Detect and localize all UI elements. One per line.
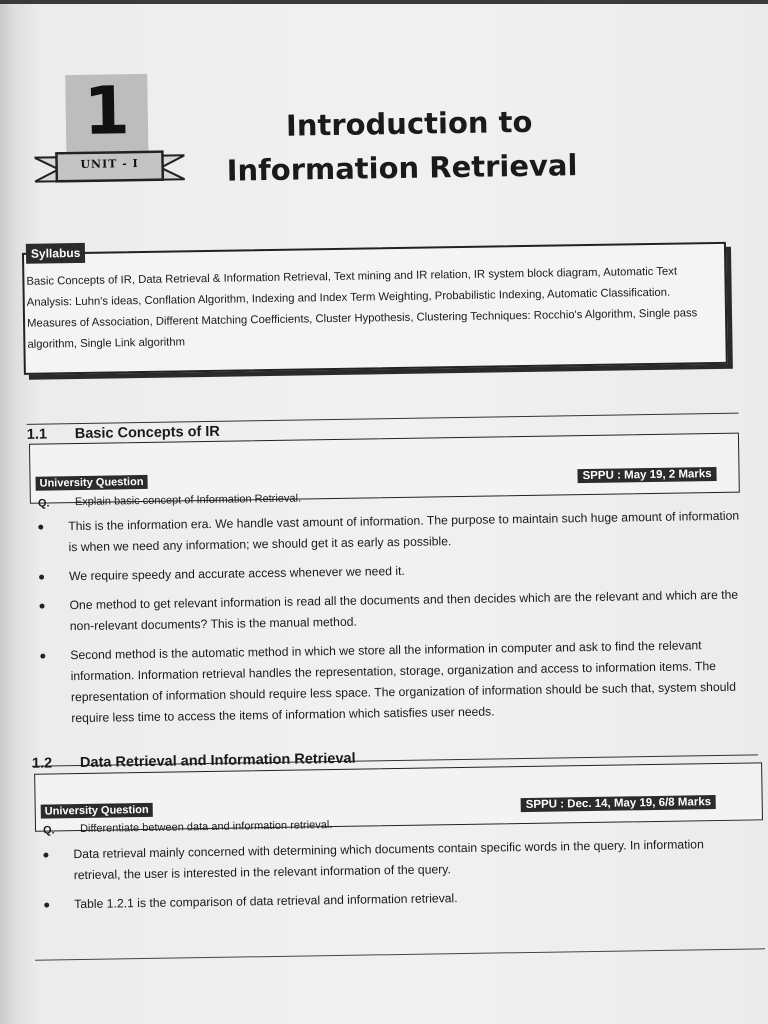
syllabus-tab: Syllabus bbox=[26, 243, 86, 264]
list-item: This is the information era. We handle vast amount of information. The purpose to maintain such huge amount of information is when we need any information; we should get it as early as possible. bbox=[34, 506, 747, 559]
section-number: 1.1 bbox=[26, 426, 48, 443]
list-item: Second method is the automatic method in which we store all the information in computer and ask to find the relevant information. Information retrieval handles the representation, storage, organization and access to information items. The representation of information should require less space. The organization of information should be such that, system should require less time to access the items of information which satisfies user needs. bbox=[36, 635, 749, 730]
bullet-list bbox=[39, 833, 752, 923]
list-item: Data retrieval mainly concerned with determining which documents contain specific words in the query. In information retrieval, the user is interested in the relevant information of the query. bbox=[39, 833, 752, 886]
university-question-tab: University Question bbox=[35, 475, 147, 491]
question-label: Q. bbox=[37, 497, 50, 510]
bullet-list bbox=[34, 506, 749, 738]
sppu-marks-badge: SPPU : Dec. 14, May 19, 6/8 Marks bbox=[521, 795, 717, 812]
section-title: Data Retrieval and Information Retrieval bbox=[79, 750, 356, 772]
list-item: One method to get relevant information is read all the documents and then decides which are the relevant and which are the non-relevant documents? This is the manual method. bbox=[35, 585, 748, 638]
chapter-title-line-1: Introduction to bbox=[285, 104, 533, 143]
section-number: 1.2 bbox=[31, 755, 53, 772]
section-title: Basic Concepts of IR bbox=[74, 423, 220, 443]
footer-rule bbox=[35, 948, 765, 960]
chapter-title bbox=[226, 98, 647, 193]
chapter-title-line-2: Information Retrieval bbox=[226, 148, 578, 188]
sppu-marks-badge: SPPU : May 19, 2 Marks bbox=[577, 467, 716, 483]
unit-label: UNIT - I bbox=[80, 157, 139, 171]
question-label: Q. bbox=[42, 824, 55, 837]
unit-number: 1 bbox=[83, 72, 131, 150]
question-text: Explain basic concept of Information Retrieval. bbox=[74, 492, 302, 509]
university-question-tab: University Question bbox=[41, 803, 153, 819]
list-item: Table 1.2.1 is the comparison of data retrieval and information retrieval. bbox=[40, 883, 752, 915]
book-page bbox=[12, 0, 768, 1024]
syllabus-text: Basic Concepts of IR, Data Retrieval & Information Retrieval, Text mining and IR relation, IR system block diagram, Automatic Text Analysis: Luhn's ideas, Conflation Algorithm, Indexing and Index Term Weighting, Probabilistic Indexing, Automatic Classification. Measures of Association, Different Matching Coefficients, Cluster Hypothesis, Clustering Techniques: Rocchio's Algorithm, Single pass algorithm, Single Link algorithm bbox=[26, 265, 698, 351]
list-item: We require speedy and accurate access whenever we need it. bbox=[35, 556, 747, 588]
question-text: Differentiate between data and information retrieval. bbox=[79, 819, 333, 836]
